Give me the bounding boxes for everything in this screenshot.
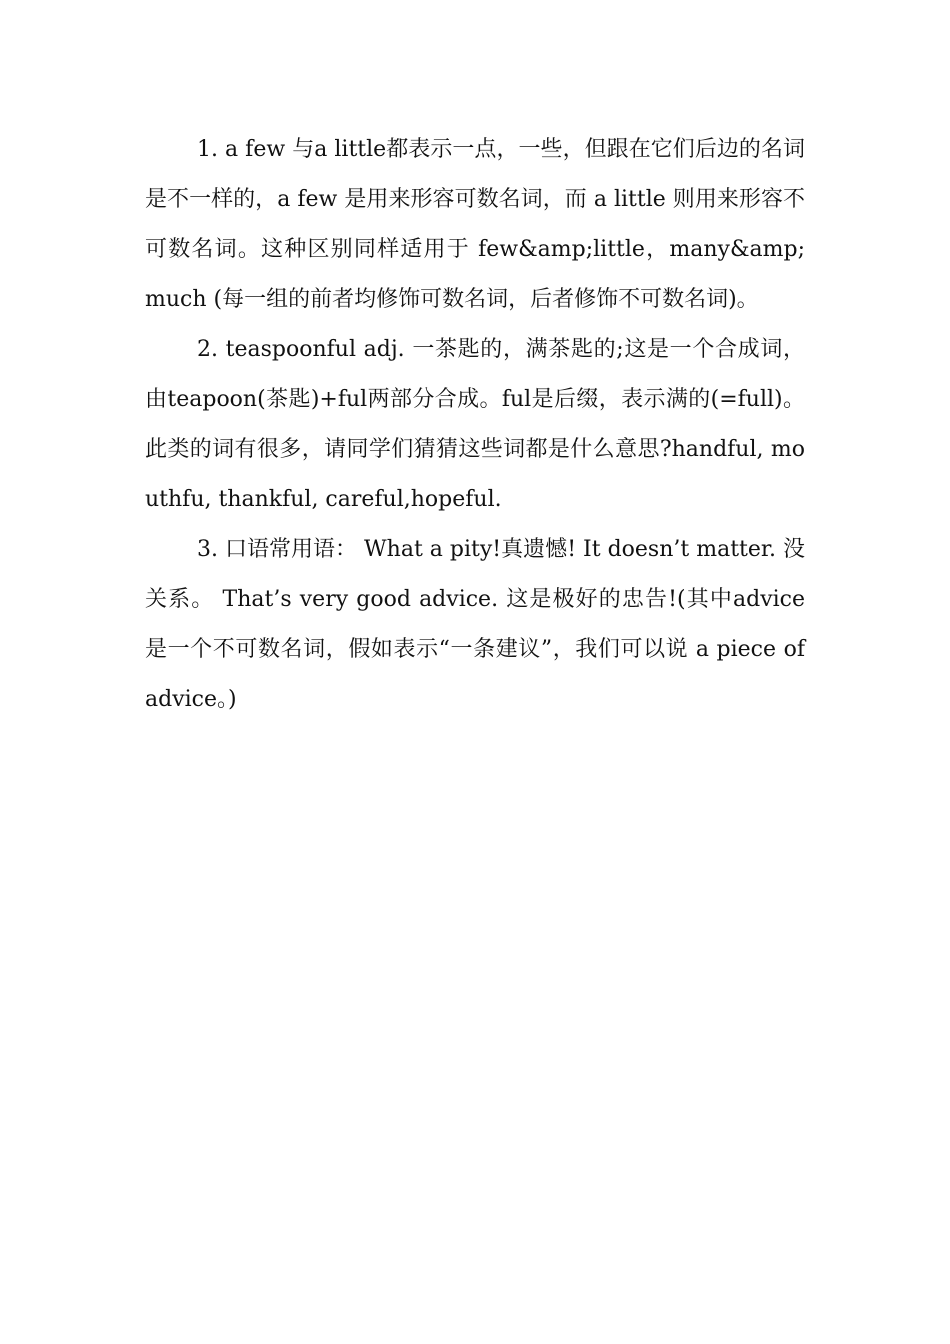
paragraph-2: 2. teaspoonful adj. 一茶匙的，满茶匙的;这是一个合成词，由teapoon(茶匙)+ful两部分合成。ful是后缀，表示满的(=full)。此类的词有很多，请同学们猜猜这些词都是什么意思?handful, mouthfu, thankful, careful,hopeful. — [145, 337, 805, 512]
document-body — [145, 125, 805, 725]
paragraph-1: 1. a few 与a little都表示一点，一些，但跟在它们后边的名词是不一样的，a few 是用来形容可数名词，而 a little 则用来形容不可数名词。这种区别同样适用于 few&amp;little，many&amp;much (每一组的前者均修饰可数名词，后者修饰不可数名词)。 — [145, 137, 805, 312]
paragraph-3: 3. 口语常用语： What a pity!真遗憾! It doesn’t matter. 没关系。 That’s very good advice. 这是极好的忠告!(其中advice 是一个不可数名词，假如表示“一条建议”，我们可以说 a piece of advice。) — [145, 537, 805, 712]
